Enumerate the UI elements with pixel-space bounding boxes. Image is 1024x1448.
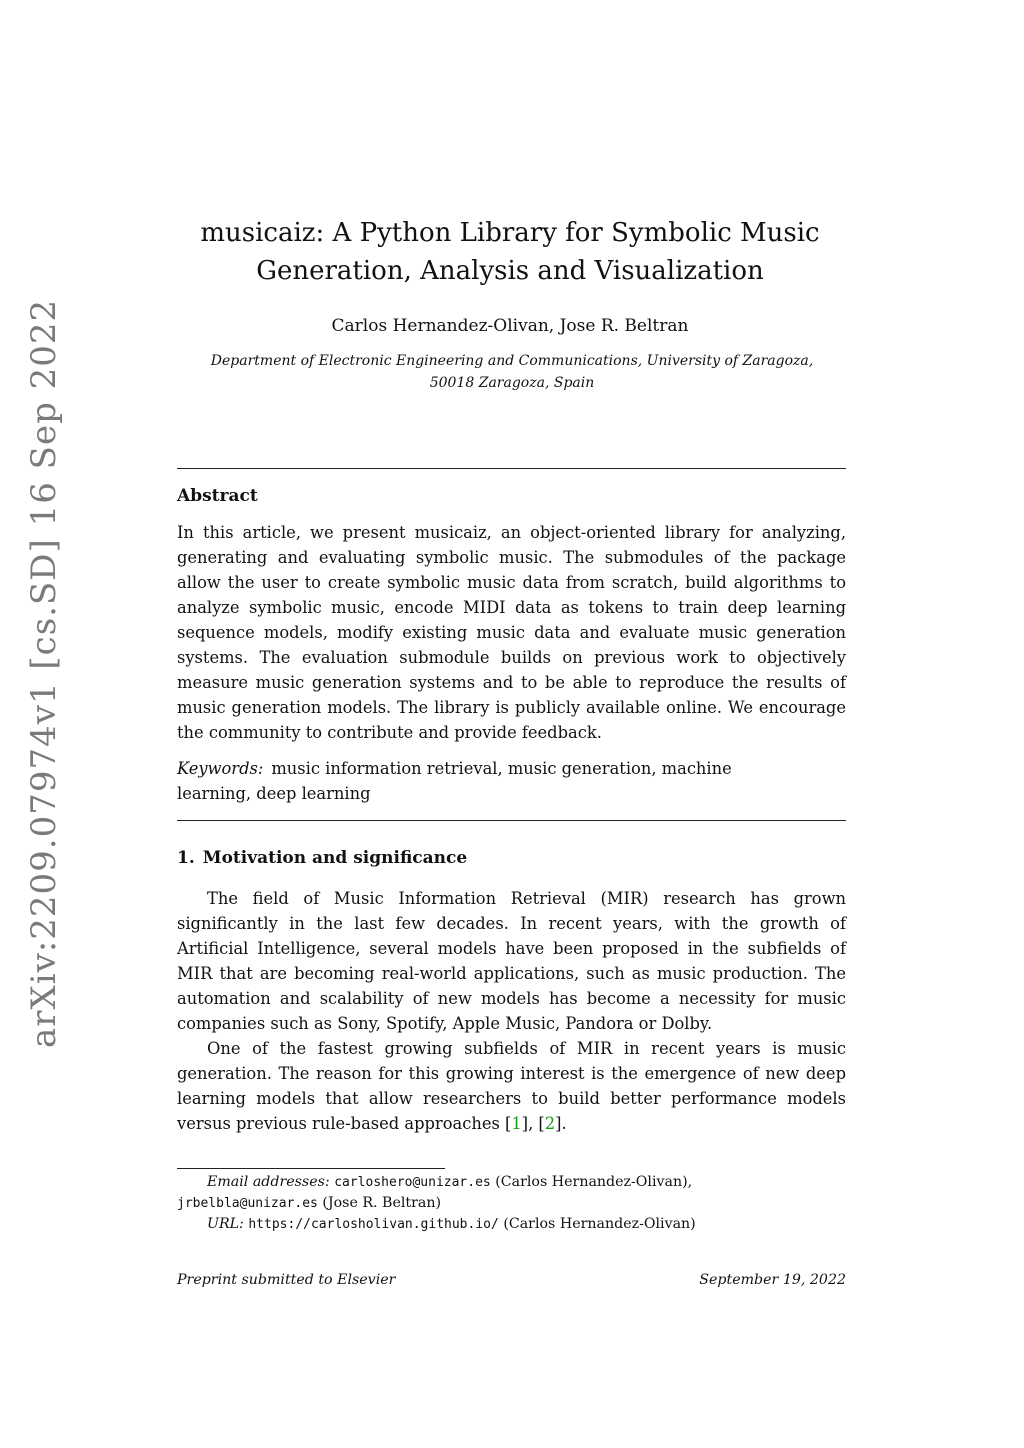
footer-submission-note: Preprint submitted to Elsevier <box>177 1272 396 1288</box>
citation-link-1[interactable]: 1 <box>511 1114 522 1133</box>
email-2-owner: (Jose R. Beltran) <box>322 1195 442 1211</box>
title-line-2: Generation, Analysis and Visualization <box>256 256 764 286</box>
citation-link-2[interactable]: 2 <box>544 1114 556 1133</box>
keywords-label: Keywords: <box>177 759 264 778</box>
section-number: 1. <box>177 848 195 868</box>
abstract-body: In this article, we present musicaiz, an object-oriented library for analyzing, generating and evaluating symbolic music. The submodules of the package allow the user to create symbolic music data from scratch, build algorithms to analyze symbolic music, encode MIDI data as tokens to train deep learning sequence models, modify existing music data and evaluate music generation systems. The evaluation submodule builds on previous work to objectively measure music generation systems and to be able to reproduce the results of music generation models. The library is publicly available online. We encourage the community to contribute and provide feedback. <box>177 523 846 742</box>
section-heading <box>177 848 467 868</box>
footnote-url-line <box>177 1214 846 1235</box>
url-label: URL: <box>207 1216 244 1232</box>
keywords <box>177 756 777 806</box>
authors: Carlos Hernandez-Olivan, Jose R. Beltran <box>331 316 689 336</box>
title-line-1: musicaiz: A Python Library for Symbolic Music <box>200 218 820 248</box>
section-title: Motivation and significance <box>202 848 468 868</box>
affiliation <box>160 350 864 394</box>
footnote-rule <box>177 1168 445 1169</box>
footnotes <box>177 1172 846 1235</box>
email-label: Email addresses: <box>207 1174 330 1190</box>
email-link-1[interactable]: carloshero@unizar.es <box>334 1175 491 1190</box>
url-link[interactable]: https://carlosholivan.github.io/ <box>248 1217 499 1232</box>
email-link-2[interactable]: jrbelbla@unizar.es <box>177 1196 318 1211</box>
section-paragraph-1: The field of Music Information Retrieval (MIR) research has grown significantly in the last few decades. In recent years, with the growth of Artificial Intelligence, several models have been proposed in the subfields of MIR that are becoming real-world applications, such as music production. The automation and scalability of new models has become a necessity for music companies such as Sony, Spotify, Apple Music, Pandora or Dolby. <box>177 889 846 1033</box>
email-1-owner: (Carlos Hernandez-Olivan), <box>495 1174 693 1190</box>
footnote-email-line <box>177 1172 846 1193</box>
keywords-text: music information retrieval, music generation, machine learning, deep learning <box>177 759 732 803</box>
arxiv-identifier[interactable]: arXiv:2209.07974v1 [cs.SD] 16 Sep 2022 <box>24 298 64 1048</box>
paragraph-2-text: One of the fastest growing subfields of MIR in recent years is music generation. The reason for this growing interest is the emergence of new deep learning models that allow researchers to build better performance models versus previous rule-based approaches <box>177 1039 846 1133</box>
abstract-top-rule <box>177 468 846 469</box>
abstract-heading: Abstract <box>177 486 258 506</box>
affiliation-line-2: 50018 Zaragoza, Spain <box>429 375 595 391</box>
footer-date: September 19, 2022 <box>699 1272 846 1288</box>
affiliation-line-1: Department of Electronic Engineering and Communications, University of Zaragoza, <box>210 353 814 369</box>
url-owner: (Carlos Hernandez-Olivan) <box>503 1216 696 1232</box>
abstract-bottom-rule <box>177 820 846 821</box>
section-paragraph-2: One of the fastest growing subfields of MIR in recent years is music generation. The reason for this growing interest is the emergence of new deep learning models that allow researchers to build better performance models versus previous rule-based approaches [1], [2]. <box>177 1039 846 1133</box>
paper-title <box>160 214 860 290</box>
footnote-email-line-2 <box>177 1193 846 1214</box>
